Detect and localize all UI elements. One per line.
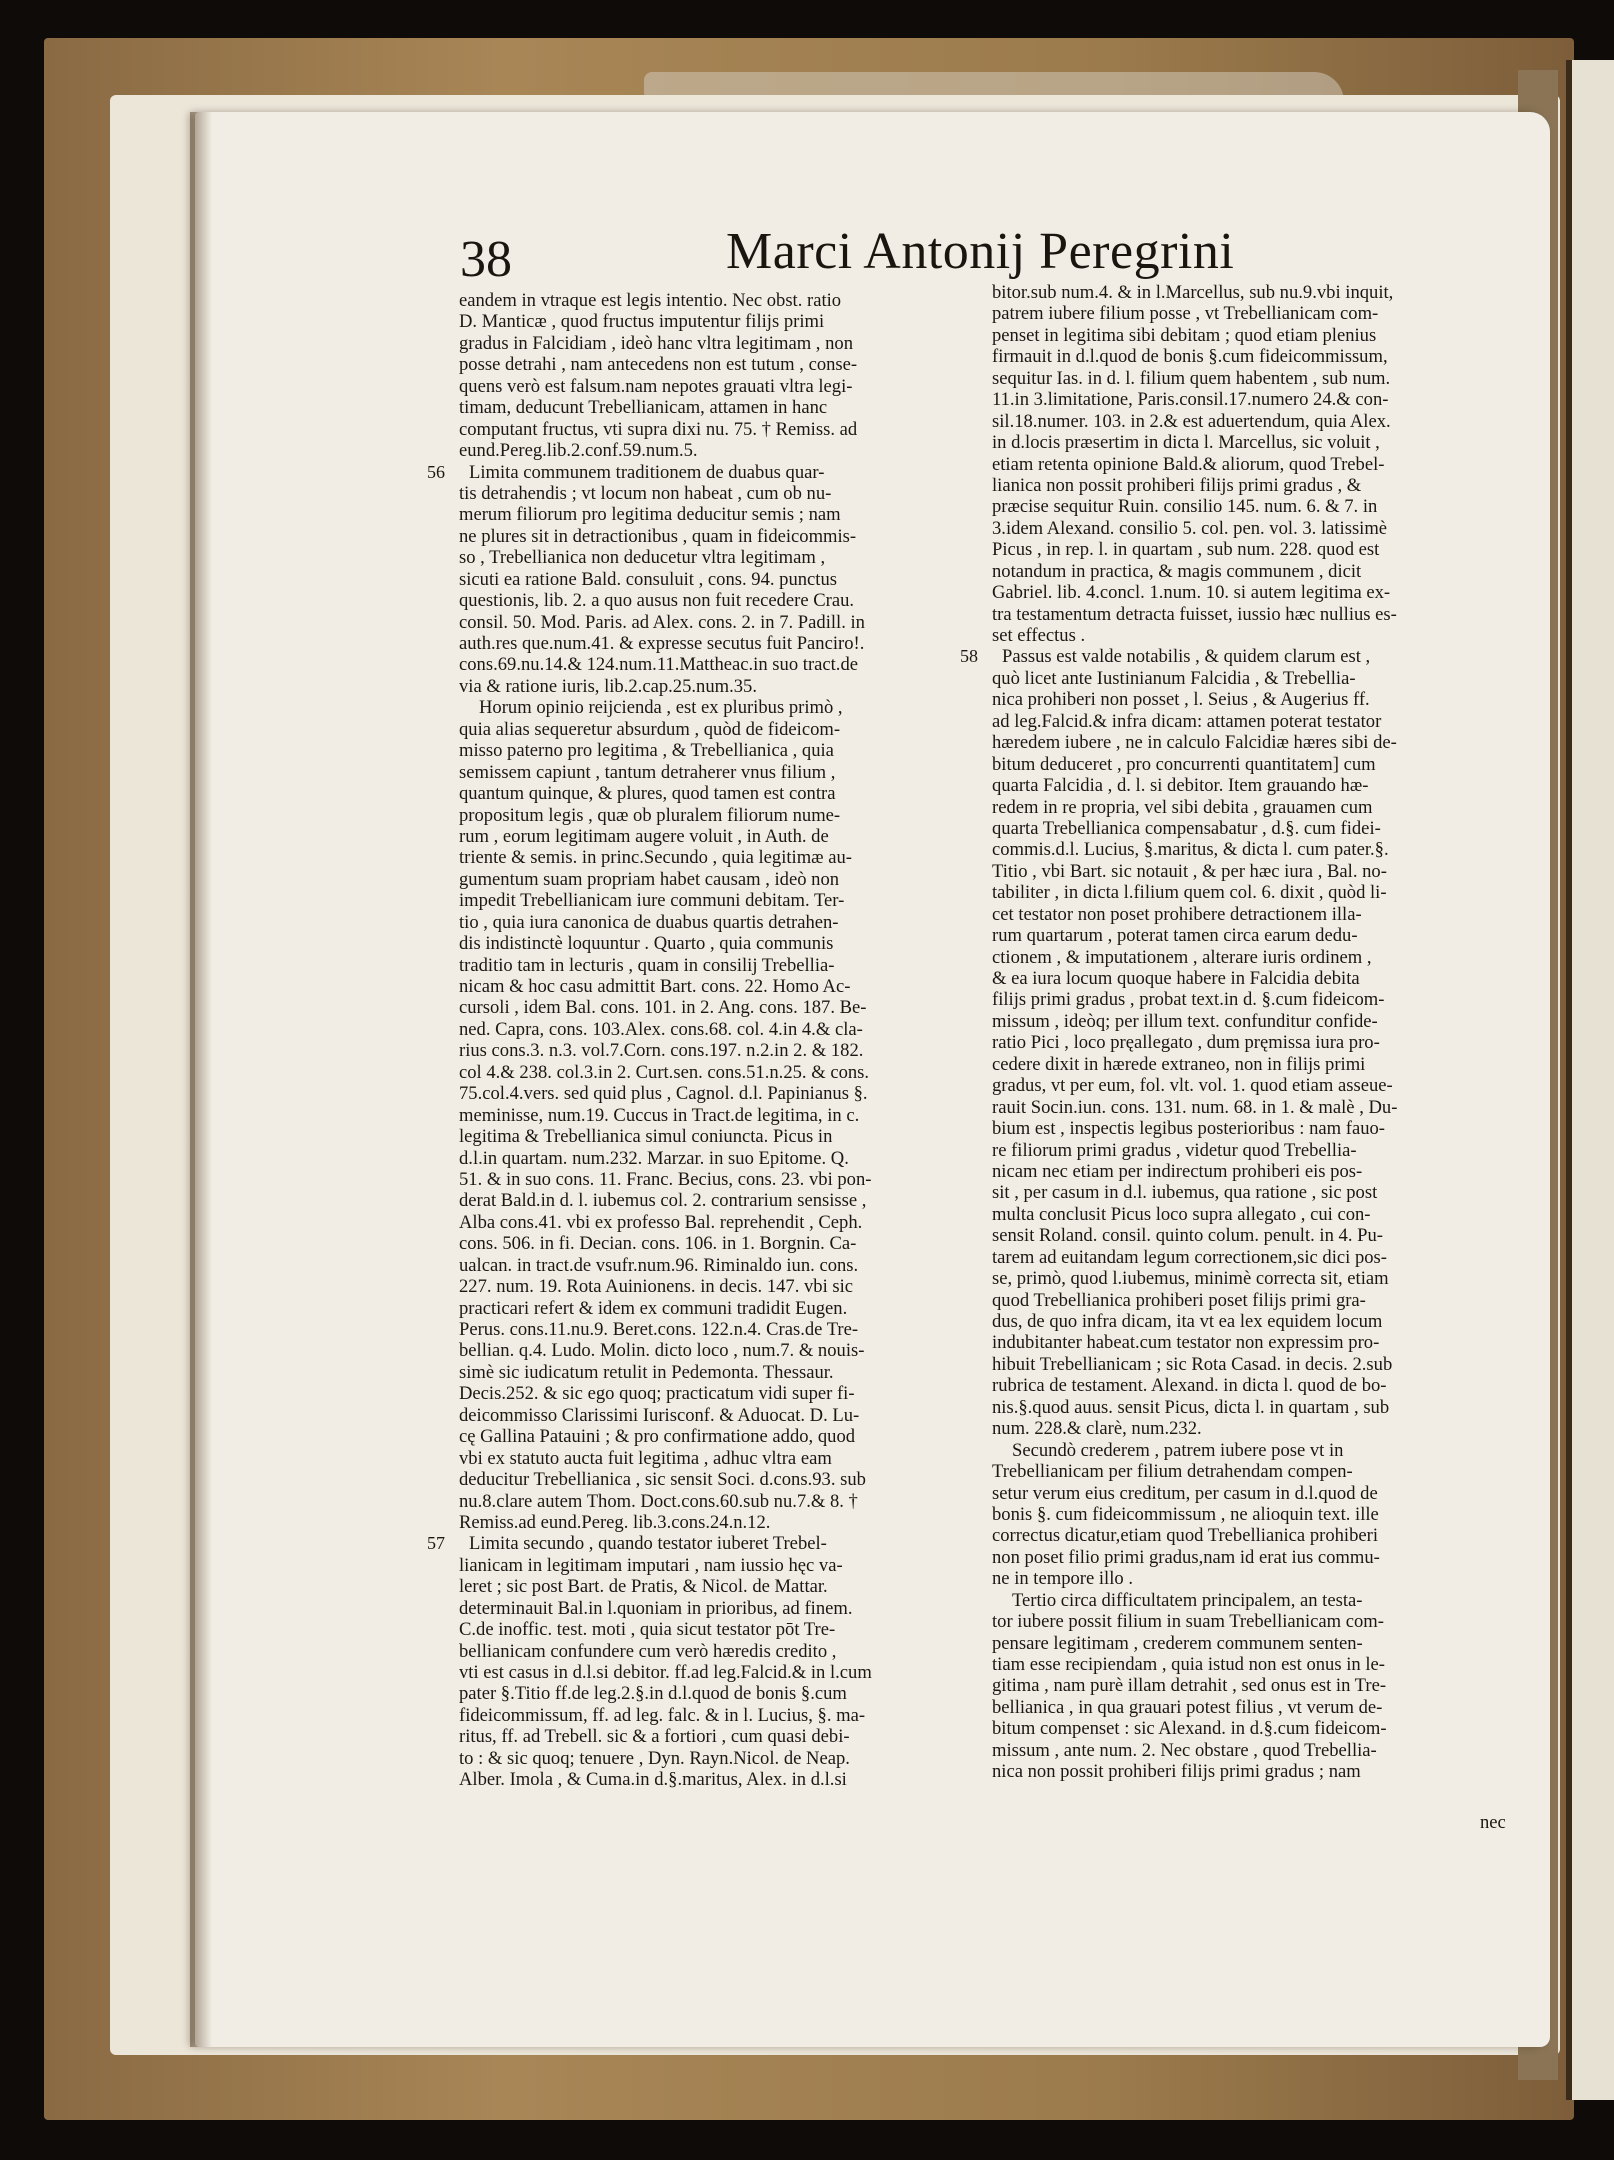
- text-line: Remiss.ad eund.Pereg. lib.3.cons.24.n.12.: [459, 1511, 771, 1533]
- text-line: quò licet ante Iustinianum Falcidia , & Trebellia-: [992, 667, 1356, 689]
- text-line: tarem ad euitandam legum correctionem,sic dici pos-: [992, 1246, 1387, 1268]
- text-paragraph: [459, 697, 983, 1533]
- text-line: correctus dicatur,etiam quod Trebellianica prohiberi: [992, 1525, 1378, 1547]
- text-line: missum , ante num. 2. Nec obstare , quod Trebellia-: [992, 1739, 1377, 1761]
- text-line: quarta Falcidia , d. l. si debitor. Item grauando hæ-: [992, 775, 1369, 797]
- text-line: cę Gallina Patauini ; & pro confirmatione addo, quod: [459, 1426, 856, 1448]
- text-line: ned. Capra, cons. 103.Alex. cons.68. col. 4.in 4.& cla-: [459, 1018, 863, 1040]
- text-line: dus, de quo infra dicam, ita vt ea lex equidem locum: [992, 1311, 1383, 1332]
- text-line: tabiliter , in dicta l.filium quem col. 6. dixit , quòd li-: [992, 882, 1387, 904]
- text-line: lianica non possit prohiberi filijs primi gradus , &: [992, 474, 1362, 496]
- text-line: merum filiorum pro legitima deducitur semis ; nam: [459, 504, 841, 526]
- text-line: 11.in 3.limitatione, Paris.consil.17.numero 24.& con-: [992, 389, 1389, 411]
- text-paragraph: [427, 1533, 983, 1791]
- text-line: posse detrahi , nam antecedens non est tutum , conse-: [459, 354, 858, 376]
- text-line: Horum opinio reijcienda , est ex pluribus primò ,: [479, 697, 843, 719]
- text-line: num. 228.& clarè, num.232.: [992, 1418, 1202, 1440]
- text-line: gumentum suam propriam habet causam , ideò non: [459, 868, 840, 890]
- text-line: tio , quia iura canonica de duabus quartis detrahen-: [459, 911, 839, 933]
- text-line: quens verò est falsum.nam nepotes grauati vltra legi-: [459, 375, 853, 397]
- text-line: legitima & Trebellianica simul coniuncta. Picus in: [459, 1126, 833, 1148]
- text-line: notandum in practica, & magis communem , dicit: [992, 560, 1362, 582]
- text-line: nicam nec etiam per indirectum prohiberi eis pos-: [992, 1160, 1363, 1182]
- text-line: præcise sequitur Ruin. consilio 145. num. 6. & 7. in: [992, 496, 1378, 518]
- text-line: ctionem , & imputationem , alterare iuris ordinem ,: [992, 946, 1372, 968]
- text-line: 51. & in suo cons. 11. Franc. Becius, cons. 23. vbi pon-: [459, 1168, 872, 1190]
- running-title: Marci Antonij Peregrini: [726, 223, 1235, 280]
- text-line: eund.Pereg.lib.2.conf.59.num.5.: [459, 440, 698, 462]
- text-line: tor iubere possit filium in suam Trebellianicam com-: [992, 1611, 1384, 1633]
- text-line: rauit Socin.iun. cons. 131. num. 68. in 1. & malè , Du-: [992, 1096, 1398, 1118]
- text-line: Limita secundo , quando testator iuberet Trebel-: [469, 1533, 827, 1555]
- text-line: ne in tempore illo .: [992, 1568, 1133, 1590]
- text-line: ratio Pici , loco pręallegato , dum pręmissa iura pro-: [992, 1032, 1380, 1054]
- text-line: gradus, vt per eum, fol. vlt. vol. 1. quod etiam asseue-: [992, 1075, 1393, 1097]
- text-line: deicommisso Clarissimi Iurisconf. & Aduocat. D. Lu-: [459, 1404, 860, 1426]
- text-line: rum quartarum , poterat tamen circa earum dedu-: [992, 925, 1358, 947]
- text-line: set effectus .: [992, 625, 1086, 646]
- text-line: computant fructus, vti supra dixi nu. 75. † Remiss. ad: [459, 418, 858, 440]
- text-line: ritus, ff. ad Trebell. sic & a fortiori , cum quasi debi-: [459, 1726, 850, 1748]
- text-line: bitor.sub num.4. & in l.Marcellus, sub nu.9.vbi inquit,: [992, 282, 1394, 303]
- text-line: setur verum eius creditum, per casum in d.l.quod de: [992, 1482, 1378, 1504]
- text-line: ne plures sit in detractionibus , quam in fideicommis-: [459, 525, 857, 547]
- facing-page-edge: [1566, 60, 1614, 2100]
- text-line: penset in legitima sibi debitam ; quod etiam plenius: [992, 324, 1377, 346]
- text-paragraph: [992, 1590, 1516, 1783]
- text-line: dis indistinctè loquuntur . Quarto , quia communis: [459, 933, 834, 955]
- text-line: bonis §. cum fideicommissum , ne alioquin text. ille: [992, 1503, 1379, 1525]
- text-line: cons. 506. in fi. Decian. cons. 106. in 1. Borgnin. Ca-: [459, 1233, 857, 1255]
- text-line: filijs primi gradus , probat text.in d. §.cum fideicom-: [992, 989, 1385, 1011]
- text-line: derat Bald.in d. l. iubemus col. 2. contrarium sensisse ,: [459, 1190, 867, 1212]
- text-line: hibuit Trebellianicam ; sic Rota Casad. in decis. 2.sub: [992, 1353, 1393, 1375]
- text-line: redem in re propria, vel sibi debita , grauamen cum: [992, 796, 1373, 818]
- text-line: so , Trebellianica non deducetur vltra legitimam ,: [459, 547, 826, 569]
- text-line: col 4.& 238. col.3.in 2. Curt.sen. cons.51.n.25. & cons.: [459, 1061, 870, 1083]
- text-line: pensare legitimam , crederem communem senten-: [992, 1632, 1363, 1654]
- text-line: misso paterno pro legitima , & Trebellianica , quia: [459, 740, 834, 762]
- text-line: impedit Trebellianicam iure communi debitam. Ter-: [459, 890, 845, 912]
- text-line: d.l.in quartam. num.232. Marzar. in suo Epitome. Q.: [459, 1147, 849, 1169]
- text-line: 3.idem Alexand. consilio 5. col. pen. vol. 3. latissimè: [992, 517, 1388, 539]
- text-line: tra testamentum detracta fuisset, iussio hæc nullius es-: [992, 603, 1397, 625]
- text-line: Perus. cons.11.nu.9. Beret.cons. 122.n.4. Cras.de Tre-: [459, 1319, 859, 1340]
- text-line: cursoli , idem Bal. cons. 101. in 2. Ang. cons. 187. Be-: [459, 997, 867, 1019]
- text-line: etiam retenta opinione Bald.& aliorum, quod Trebel-: [992, 453, 1385, 475]
- text-line: lianicam in legitimam imputari , nam iussio hęc va-: [459, 1554, 843, 1576]
- text-line: non poset filio primi gradus,nam id erat ius commu-: [992, 1546, 1380, 1568]
- text-line: Titio , vbi Bart. sic notauit , & per hæc iura , Bal. no-: [992, 860, 1387, 882]
- text-line: 227. num. 19. Rota Auinionens. in decis. 147. vbi sic: [459, 1276, 854, 1298]
- text-line: cons.69.nu.14.& 124.num.11.Mattheac.in suo tract.de: [459, 654, 859, 676]
- text-line: bellian. q.4. Ludo. Molin. dicto loco , num.7. & nouis-: [459, 1340, 865, 1362]
- text-line: cedere dixit in hærede extraneo, non in filijs primi: [992, 1053, 1366, 1075]
- text-line: practicari refert & idem ex communi tradidit Eugen.: [459, 1297, 848, 1319]
- text-line: quantum quinque, & plures, quod tamen est contra: [459, 783, 836, 805]
- text-line: consil. 50. Mod. Paris. ad Alex. cons. 2. in 7. Padill. in: [459, 611, 865, 633]
- text-line: nu.8.clare autem Thom. Doct.cons.60.sub nu.7.& 8. †: [459, 1490, 858, 1512]
- text-line: tis detrahendis ; vt locum non habeat , cum ob nu-: [459, 482, 832, 504]
- text-line: Alba cons.41. vbi ex professo Bal. reprehendit , Ceph.: [459, 1211, 863, 1233]
- text-line: sil.18.numer. 103. in 2.& est aduertendum, quia Alex.: [992, 410, 1391, 432]
- text-line: firmauit in d.l.quod de bonis §.cum fideicommissum,: [992, 346, 1388, 368]
- text-line: nis.§.quod auus. sensit Picus, dicta l. in quartam , sub: [992, 1396, 1390, 1418]
- left-text-column: [427, 290, 983, 1791]
- text-line: patrem iubere filium posse , vt Trebellianicam com-: [992, 303, 1379, 325]
- text-line: quia alias sequeretur absurdum , quòd de fideicom-: [459, 718, 841, 740]
- text-line: semissem capiunt , tantum detraherer vnus filium ,: [459, 761, 836, 783]
- text-line: via & ratione iuris, lib.2.cap.25.num.35.: [459, 675, 757, 697]
- catchword: nec: [1480, 1812, 1506, 1833]
- text-line: simè sic iudicatum retulit in Pedemonta. Thessaur.: [459, 1361, 834, 1383]
- text-line: Decis.252. & sic ego quoq; practicatum vidi super fi-: [459, 1383, 855, 1405]
- text-line: Tertio circa difficultatem principalem, an testa-: [1012, 1589, 1363, 1611]
- text-line: fideicommissum, ff. ad leg. falc. & in l. Lucius, §. ma-: [459, 1704, 866, 1726]
- text-line: triente & semis. in princ.Secundo , quia legitimæ au-: [459, 847, 852, 869]
- text-line: bellianica , in qua grauari potest filius , vt verum de-: [992, 1696, 1383, 1718]
- text-line: bitum deduceret , pro concurrenti quantitatem] cum: [992, 753, 1376, 775]
- text-line: hæredem iubere , ne in calculo Falcidiæ hæres sibi de-: [992, 732, 1397, 754]
- text-line: timam, deducunt Trebellianicam, attamen in hanc: [459, 397, 828, 419]
- text-line: bium est , inspectis legibus posterioribus : nam fauo-: [992, 1118, 1385, 1140]
- text-line: quarta Trebellianica compensabatur , d.§. cum fidei-: [992, 817, 1381, 839]
- text-line: eandem in vtraque est legis intentio. Nec obst. ratio: [459, 290, 842, 311]
- text-line: auth.res que.num.41. & expresse secutus fuit Panciro!.: [459, 633, 865, 654]
- text-line: D. Manticæ , quod fructus imputentur filijs primi: [459, 311, 825, 333]
- text-line: Gabriel. lib. 4.concl. 1.num. 10. si autem legitima ex-: [992, 582, 1391, 604]
- text-line: propositum legis , quæ ob pluralem filiorum nume-: [459, 804, 841, 826]
- text-line: Limita communem traditionem de duabus quar-: [469, 461, 825, 483]
- text-paragraph: [427, 461, 983, 698]
- text-line: se, primò, quod l.iubemus, minimè correcta sit, etiam: [992, 1268, 1389, 1290]
- text-line: tiam esse recipiendam , quia istud non est onus in le-: [992, 1654, 1385, 1675]
- text-line: indubitanter habeat.cum testator non expressim pro-: [992, 1332, 1380, 1354]
- text-paragraph: [960, 646, 1516, 1440]
- text-line: C.de inoffic. test. moti , quia sicut testator pōt Tre-: [459, 1619, 836, 1641]
- text-line: & ea iura locum quoque habere in Falcidia debita: [992, 968, 1360, 989]
- right-text-column: [960, 282, 1516, 1783]
- text-line: traditio tam in lecturis , quam in consilij Trebellia-: [459, 954, 835, 976]
- text-paragraph: [459, 290, 983, 462]
- text-line: nicam & hoc casu admittit Bart. cons. 22. Homo Ac-: [459, 976, 851, 997]
- text-line: sit , per casum in d.l. iubemus, qua ratione , sic post: [992, 1182, 1378, 1204]
- text-line: Secundò crederem , patrem iubere pose vt in: [1012, 1439, 1344, 1461]
- text-line: deducitur Trebellianica , sic sensit Soci. d.cons.93. sub: [459, 1469, 866, 1491]
- text-line: Trebellianicam per filium detrahendam compen-: [992, 1461, 1353, 1483]
- page-number: 38: [460, 231, 512, 288]
- text-line: bitum compenset : sic Alexand. in d.§.cum fideicom-: [992, 1718, 1387, 1740]
- text-line: multa conclusit Picus loco supra allegato , cui con-: [992, 1203, 1371, 1225]
- text-line: nica prohiberi non posset , l. Seius , & Augerius ff.: [992, 689, 1370, 711]
- text-line: rubrica de testament. Alexand. in dicta l. quod de bo-: [992, 1375, 1387, 1397]
- text-line: gitima , nam purè illam detrahit , sed onus est in Tre-: [992, 1675, 1387, 1697]
- text-line: Picus , in rep. l. in quartam , sub num. 228. quod est: [992, 539, 1380, 561]
- text-line: to : & sic quoq; tenuere , Dyn. Rayn.Nicol. de Neap.: [459, 1747, 850, 1769]
- text-line: sicuti ea ratione Bald. consuluit , cons. 94. punctus: [459, 568, 838, 590]
- text-line: rius cons.3. n.3. vol.7.Corn. cons.197. n.2.in 2. & 182.: [459, 1040, 864, 1062]
- text-line: leret ; sic post Bart. de Pratis, & Nicol. de Mattar.: [459, 1576, 828, 1598]
- text-line: sensit Roland. consil. quinto colum. penult. in 4. Pu-: [992, 1225, 1383, 1247]
- text-line: commis.d.l. Lucius, §.maritus, & dicta l. cum pater.§.: [992, 839, 1389, 861]
- text-line: vti est casus in d.l.si debitor. ff.ad leg.Falcid.& in l.cum: [459, 1662, 872, 1683]
- text-line: bellianicam confundere cum verò hæredis credito ,: [459, 1640, 837, 1662]
- text-line: cet testator non poset prohibere detractionem illa-: [992, 903, 1362, 925]
- text-line: 75.col.4.vers. sed quid plus , Cagnol. d.l. Papinianus §.: [459, 1083, 868, 1105]
- text-line: quod Trebellianica prohiberi poset filijs primi gra-: [992, 1289, 1366, 1311]
- text-line: re filiorum primi gradus , videtur quod Trebellia-: [992, 1139, 1357, 1161]
- text-line: questionis, lib. 2. a quo ausus non fuit recedere Crau.: [459, 590, 855, 612]
- text-line: ualcan. in tract.de vsufr.num.96. Riminaldo iun. cons.: [459, 1254, 859, 1276]
- text-line: Passus est valde notabilis , & quidem clarum est ,: [1002, 646, 1371, 668]
- text-paragraph: [992, 282, 1516, 646]
- text-line: sequitur Ias. in d. l. filium quem habentem , sub num.: [992, 367, 1391, 389]
- text-line: in d.locis præsertim in dicta l. Marcellus, sic voluit ,: [992, 432, 1380, 454]
- text-line: gradus in Falcidiam , ideò hanc vltra legitimam , non: [459, 332, 853, 354]
- text-line: missum , ideòq; per illum text. confunditur confide-: [992, 1010, 1378, 1032]
- paragraph-number: 56: [427, 461, 445, 482]
- text-line: ad leg.Falcid.& infra dicam: attamen poterat testator: [992, 710, 1382, 732]
- text-line: pater §.Titio ff.de leg.2.§.in d.l.quod de bonis §.cum: [459, 1683, 847, 1705]
- text-line: meminisse, num.19. Cuccus in Tract.de legitima, in c.: [459, 1104, 860, 1126]
- text-line: nica non possit prohiberi filijs primi gradus ; nam: [992, 1761, 1361, 1783]
- paragraph-number: 57: [427, 1533, 445, 1554]
- text-line: vbi ex statuto aucta fuit legitima , adhuc vltra eam: [459, 1447, 832, 1469]
- paragraph-number: 58: [960, 646, 978, 667]
- page-shadow: [190, 112, 212, 2047]
- text-paragraph: [992, 1440, 1516, 1590]
- text-line: Alber. Imola , & Cuma.in d.§.maritus, Alex. in d.l.si: [459, 1769, 847, 1791]
- text-line: determinauit Bal.in l.quoniam in prioribus, ad finem.: [459, 1597, 853, 1619]
- text-line: rum , eorum legitimam augere voluit , in Auth. de: [459, 825, 829, 847]
